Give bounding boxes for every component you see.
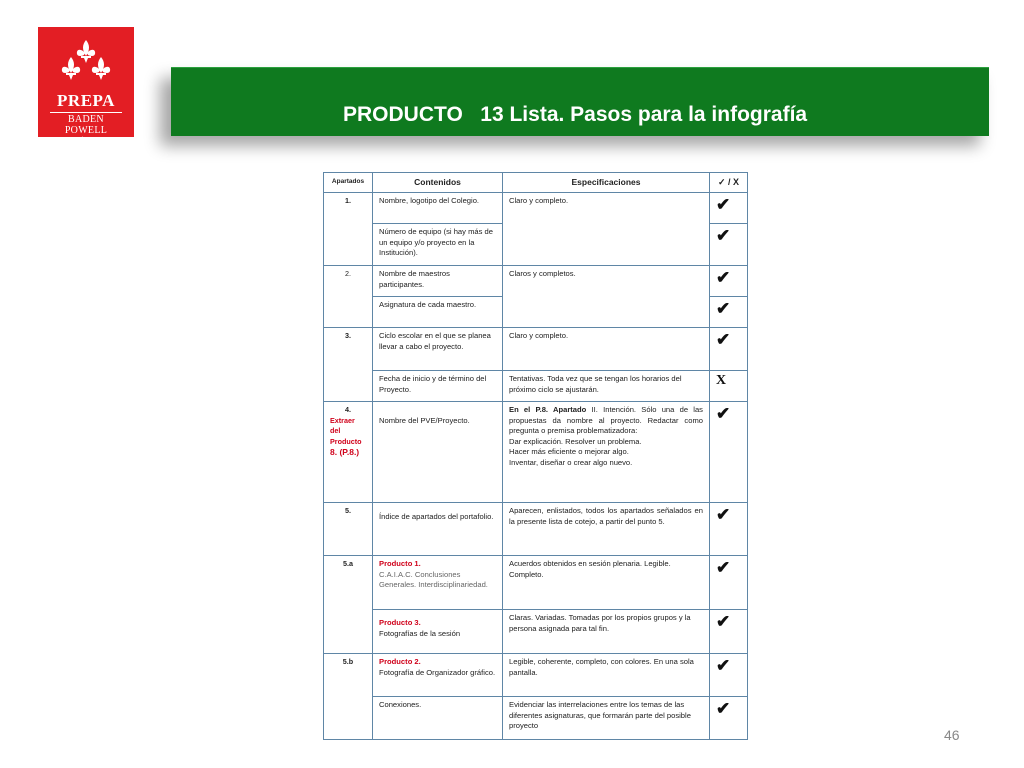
apartado-cell: 1. <box>324 193 373 266</box>
especificacion-cell: Tentativas. Toda vez que se tengan los horarios del próximo ciclo se ajustarán. <box>503 371 710 402</box>
producto-text: Fotografía de Organizador gráfico. <box>379 667 496 677</box>
checkmark-icon: ✔ <box>716 699 731 718</box>
table-row <box>324 193 748 224</box>
contenido-cell <box>373 654 503 697</box>
contenido-text: Nombre del PVE/Proyecto. <box>379 416 470 425</box>
page-title: PRODUCTO 13 Lista. Pasos para la infografía <box>343 103 808 126</box>
especificacion-cell: Acuerdos obtenidos en sesión plenaria. Legible. Completo. <box>503 556 710 610</box>
logo-country: MÉXICO <box>76 138 96 143</box>
checkmark-icon: ✔ <box>716 612 731 631</box>
apartado-cell: 5.a <box>324 556 373 654</box>
header-check-cross: ✓ / X <box>710 173 748 193</box>
esp-line: Hacer más eficiente o mejorar algo. <box>509 447 629 456</box>
check-cell <box>710 224 748 266</box>
checkmark-icon: ✔ <box>716 505 731 524</box>
table-row <box>324 556 748 610</box>
logo-brand: PREPA <box>57 91 115 110</box>
checkmark-icon: ✔ <box>716 226 731 245</box>
table-row <box>324 654 748 697</box>
producto-text: C.A.I.A.C. Conclusiones Generales. Interdisciplinariedad. <box>379 569 488 589</box>
especificacion-cell <box>503 402 710 503</box>
table-row <box>324 402 748 503</box>
checkmark-icon: ✔ <box>716 656 731 675</box>
producto-label: Producto 1. <box>379 559 421 568</box>
especificacion-cell: Claras. Variadas. Tomadas por los propios grupos y la persona asignada para tal fin. <box>503 610 710 654</box>
checkmark-icon: ✔ <box>716 558 731 577</box>
table-row <box>324 697 748 740</box>
contenido-cell <box>373 503 503 556</box>
contenido-cell: Fecha de inicio y de término del Proyecto. <box>373 371 503 402</box>
title-banner <box>171 67 989 136</box>
table-row <box>324 610 748 654</box>
contenido-cell: Nombre de maestros participantes. <box>373 266 503 297</box>
esp-line: Dar explicación. Resolver un problema. <box>509 436 642 446</box>
contenido-cell <box>373 402 503 503</box>
checkmark-icon: ✔ <box>716 404 731 423</box>
esp-bold-prefix: En el P.8. Apartado <box>509 405 587 414</box>
check-cell <box>710 402 748 503</box>
apartado-cell: 5.b <box>324 654 373 740</box>
especificacion-cell: Claros y completos. <box>503 266 710 328</box>
fleur-de-lis-icon <box>55 37 117 89</box>
especificacion-cell: Evidenciar las interrelaciones entre los temas de las diferentes asignaturas, que formarán parte del posible proyecto <box>503 697 710 740</box>
apartado-cell: 3. <box>324 328 373 402</box>
check-cell <box>710 697 748 740</box>
header-especificaciones: Especificaciones <box>503 173 710 193</box>
contenido-cell: Conexiones. <box>373 697 503 740</box>
check-cell <box>710 266 748 297</box>
apartado-number: 4. <box>345 405 351 414</box>
checkmark-icon: ✔ <box>716 195 731 214</box>
checklist-table <box>323 172 748 740</box>
especificacion-cell: Claro y completo. <box>503 193 710 266</box>
check-cell <box>710 610 748 654</box>
contenido-cell <box>373 610 503 654</box>
especificacion-cell: Aparecen, enlistados, todos los apartados señalados en la presente lista de cotejo, a partir del punto 5. <box>503 503 710 556</box>
producto-label: Producto 2. <box>379 657 421 666</box>
contenido-cell <box>373 556 503 610</box>
check-cell <box>710 556 748 610</box>
table-row <box>324 266 748 297</box>
check-cell <box>710 503 748 556</box>
page-number: 46 <box>944 727 960 743</box>
apartado-cell: 2. <box>324 266 373 328</box>
contenido-cell: Asignatura de cada maestro. <box>373 297 503 328</box>
checkmark-icon: ✔ <box>716 299 731 318</box>
producto-label: Producto 3. <box>379 618 421 627</box>
extraer-label: Extraer del Producto <box>330 415 362 446</box>
esp-text: II. Intención. Sólo una de las propuestas da nombre al proyecto. Redactar como pregunta o premisa problematizadora: <box>509 405 703 435</box>
header-apartados: Apartados <box>324 173 373 193</box>
apartado-cell: 5. <box>324 503 373 556</box>
contenido-cell: Nombre, logotipo del Colegio. <box>373 193 503 224</box>
contenido-text: Índice de apartados del portafolio. <box>379 512 494 521</box>
prepa-baden-powell-logo <box>38 27 134 143</box>
cross-icon: X <box>716 373 727 388</box>
check-cell <box>710 328 748 371</box>
table-row <box>324 371 748 402</box>
checkmark-icon: ✔ <box>716 268 731 287</box>
esp-line: Inventar, diseñar o crear algo nuevo. <box>509 457 633 467</box>
check-cell <box>710 193 748 224</box>
producto-text: Fotografías de la sesión <box>379 628 461 638</box>
contenido-cell: Ciclo escolar en el que se planea llevar a cabo el proyecto. <box>373 328 503 371</box>
table-row <box>324 328 748 371</box>
table-row <box>324 503 748 556</box>
checkmark-icon: ✔ <box>716 330 731 349</box>
logo-name: BADEN POWELL <box>50 112 122 136</box>
table-header-row <box>324 173 748 193</box>
especificacion-cell: Claro y completo. <box>503 328 710 371</box>
header-contenidos: Contenidos <box>373 173 503 193</box>
especificacion-cell: Legible, coherente, completo, con colores. En una sola pantalla. <box>503 654 710 697</box>
cross-cell <box>710 371 748 402</box>
contenido-cell: Número de equipo (si hay más de un equipo y/o proyecto en la Institución). <box>373 224 503 266</box>
apartado-cell <box>324 402 373 503</box>
check-cell <box>710 654 748 697</box>
check-cell <box>710 297 748 328</box>
producto-reference: 8. (P.8.) <box>330 447 360 457</box>
